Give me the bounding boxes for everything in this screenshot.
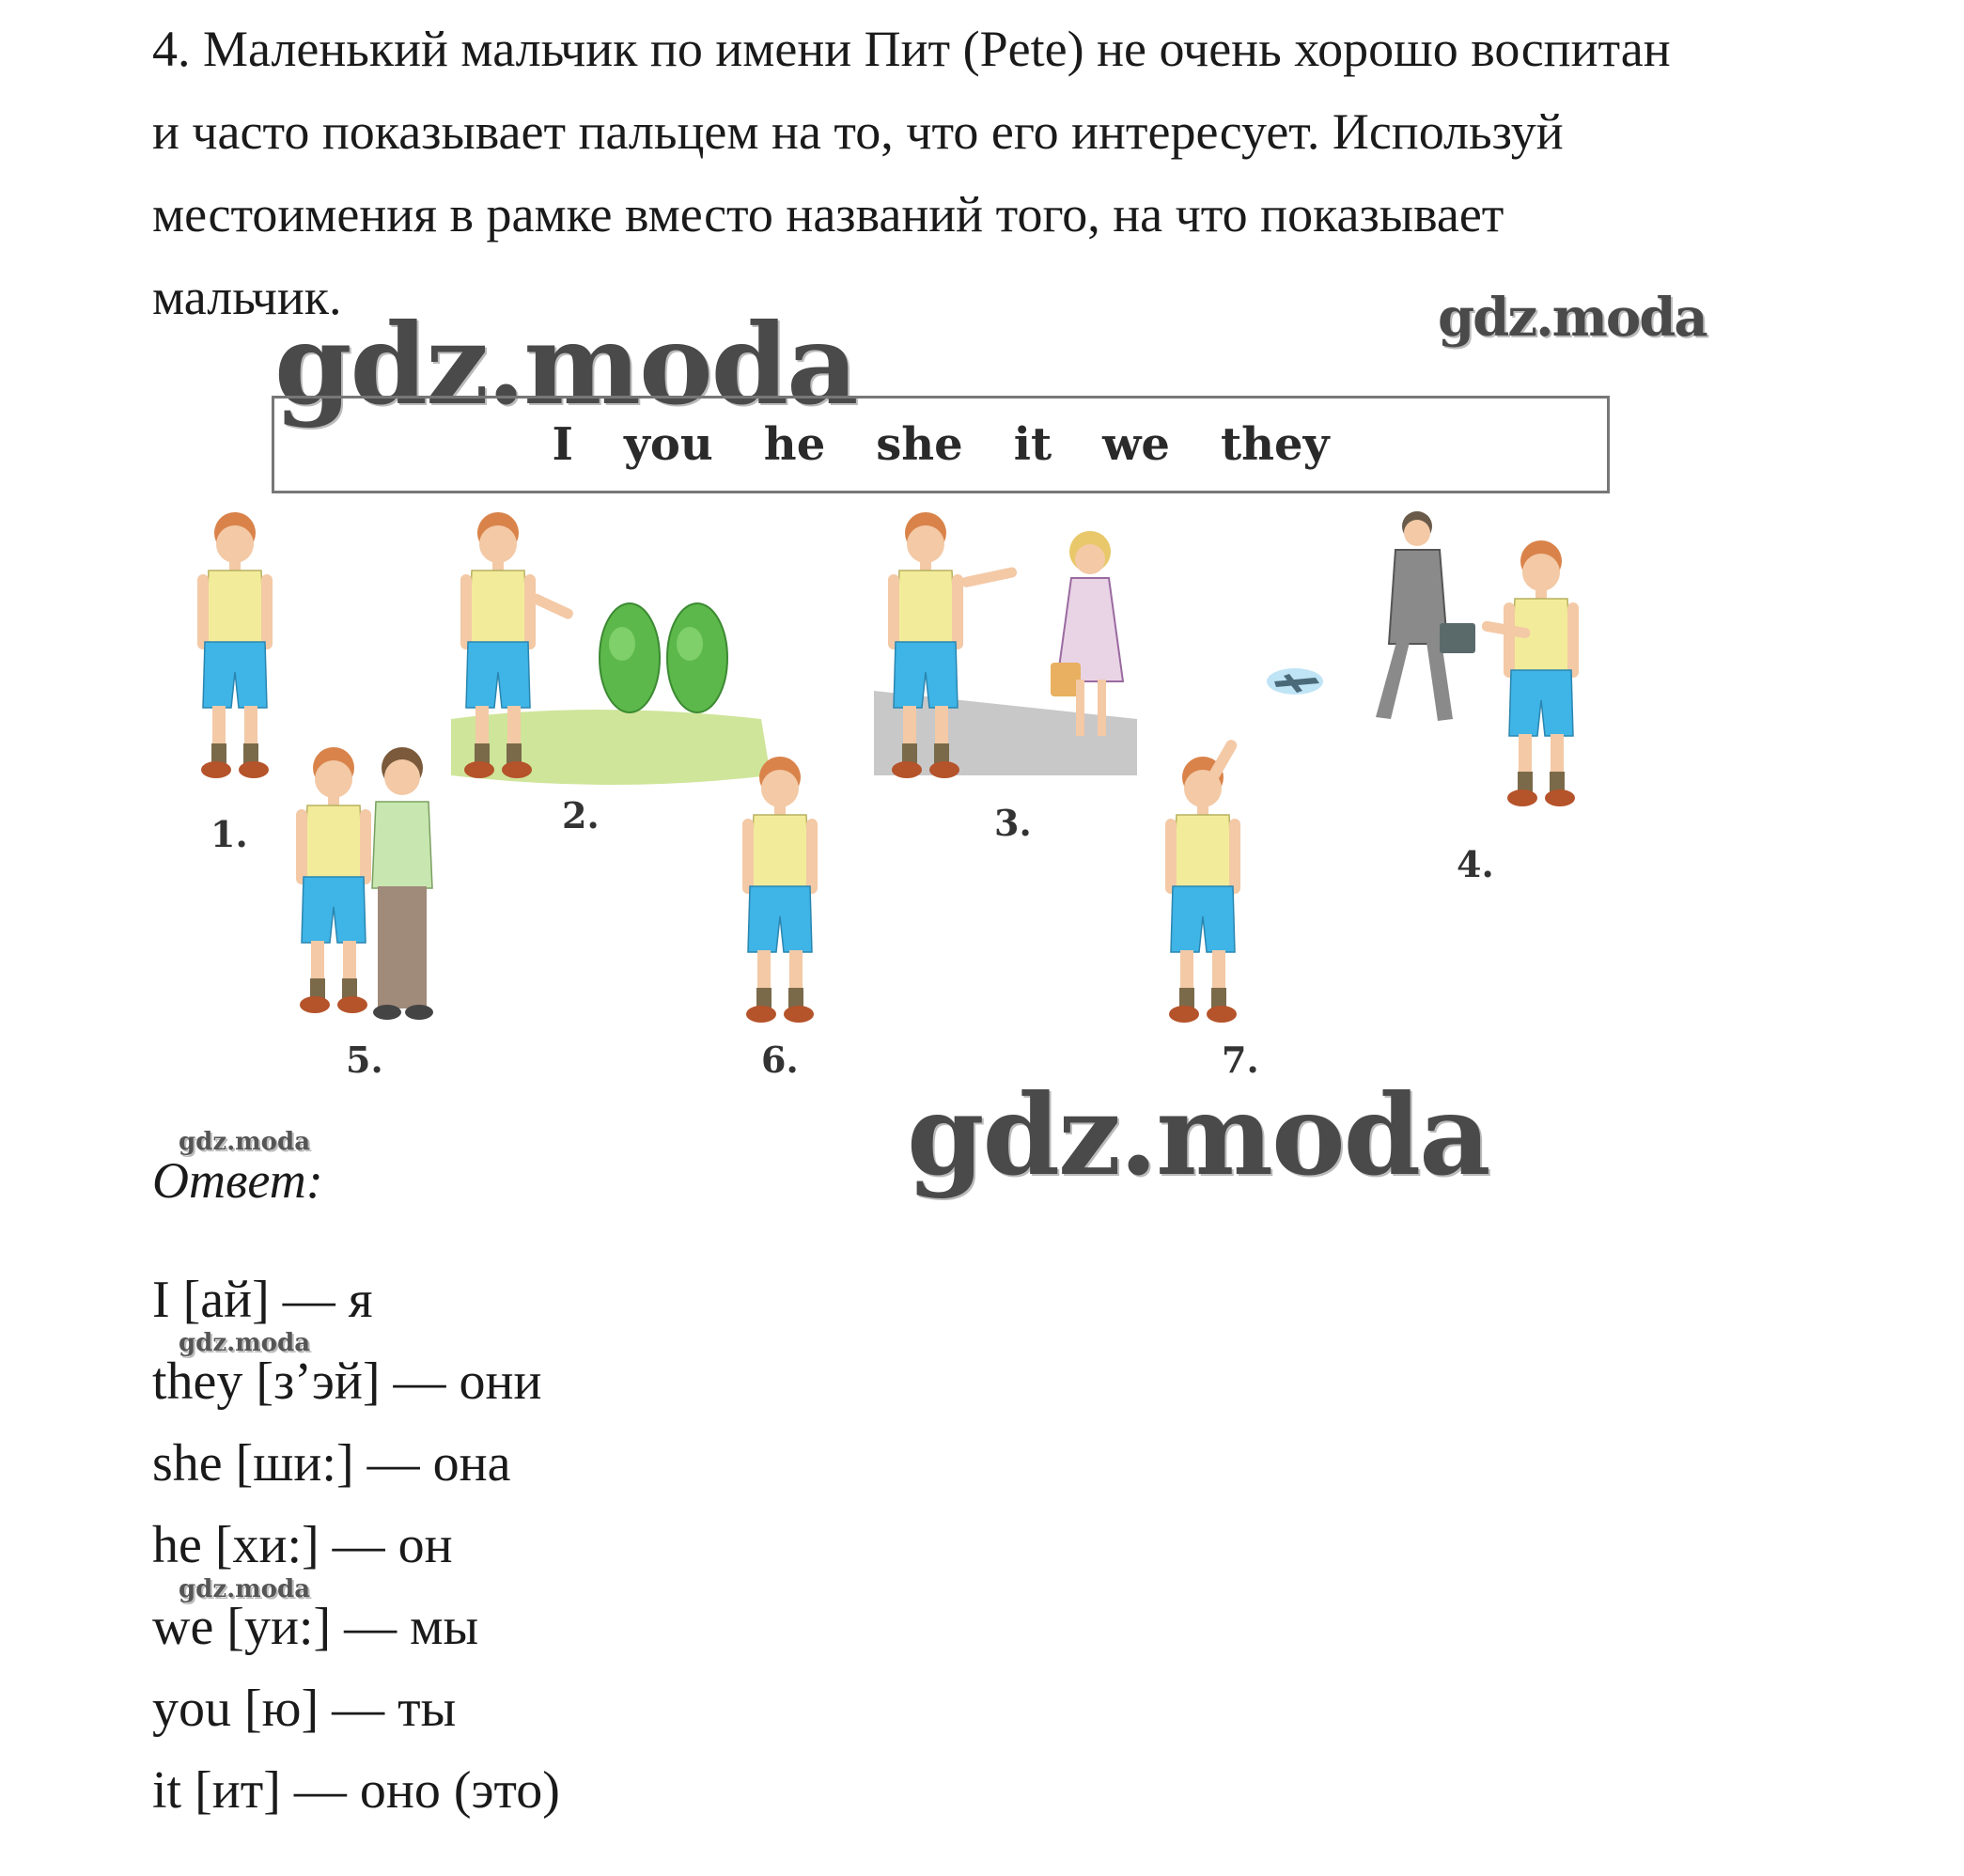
picture-number: 3. xyxy=(994,802,1032,844)
answer-line: it [ит] — оно (это) xyxy=(152,1761,560,1820)
figure-1 xyxy=(197,512,273,778)
watermark: gdz.moda xyxy=(274,299,857,430)
figure-4 xyxy=(1376,511,1579,806)
watermark: gdz.moda xyxy=(1438,287,1707,349)
task-line: мальчик. xyxy=(152,269,342,325)
answer-list xyxy=(152,1259,560,1832)
task-line: местоимения в рамке вместо названий того, на что показывает xyxy=(152,186,1504,242)
answer-line: we [уи:] — мы xyxy=(152,1598,479,1656)
task-line: и часто показывает пальцем на то, что его интересует. Используй xyxy=(152,103,1564,160)
answer-line: he [хи:] — он xyxy=(152,1516,453,1574)
pronoun-box xyxy=(272,396,1610,493)
illustration-svg xyxy=(141,503,1607,1086)
answer-line: you [ю] — ты xyxy=(152,1680,457,1738)
figure-7 xyxy=(1165,738,1240,1023)
watermark: gdz.moda xyxy=(907,1070,1489,1200)
pronoun: it xyxy=(1013,418,1052,471)
picture-number: 5. xyxy=(346,1039,383,1081)
watermark: gdz.moda xyxy=(179,1128,311,1156)
answer-line: she [ши:] — она xyxy=(152,1434,511,1493)
answer-line: they [з’эй] — они xyxy=(152,1352,542,1411)
picture-number: 7. xyxy=(1222,1039,1259,1081)
pronoun: he xyxy=(763,418,826,471)
figure-6 xyxy=(742,757,818,1023)
picture-number: 2. xyxy=(562,794,600,836)
task-line: 4. Маленький мальчик по имени Пит (Pete) не очень хорошо воспитан xyxy=(152,21,1671,77)
pronoun: they xyxy=(1220,418,1330,471)
answer-label: Ответ: xyxy=(152,1152,323,1209)
picture-number: 4. xyxy=(1457,843,1494,885)
answer-line: I [ай] — я xyxy=(152,1271,373,1329)
watermark: gdz.moda xyxy=(179,1575,311,1603)
picture-number: 1. xyxy=(210,813,248,855)
figure-5 xyxy=(296,747,433,1020)
figure-3 xyxy=(874,512,1137,778)
pronoun: we xyxy=(1102,418,1170,471)
pronoun: you xyxy=(623,418,713,471)
picture-number: 6. xyxy=(761,1039,799,1081)
watermark: gdz.moda xyxy=(179,1329,311,1357)
figure-2 xyxy=(451,512,771,785)
pronoun: she xyxy=(876,418,963,471)
plane-icon xyxy=(1267,668,1323,695)
pronoun: I xyxy=(552,418,573,471)
illustration xyxy=(141,503,1607,1086)
